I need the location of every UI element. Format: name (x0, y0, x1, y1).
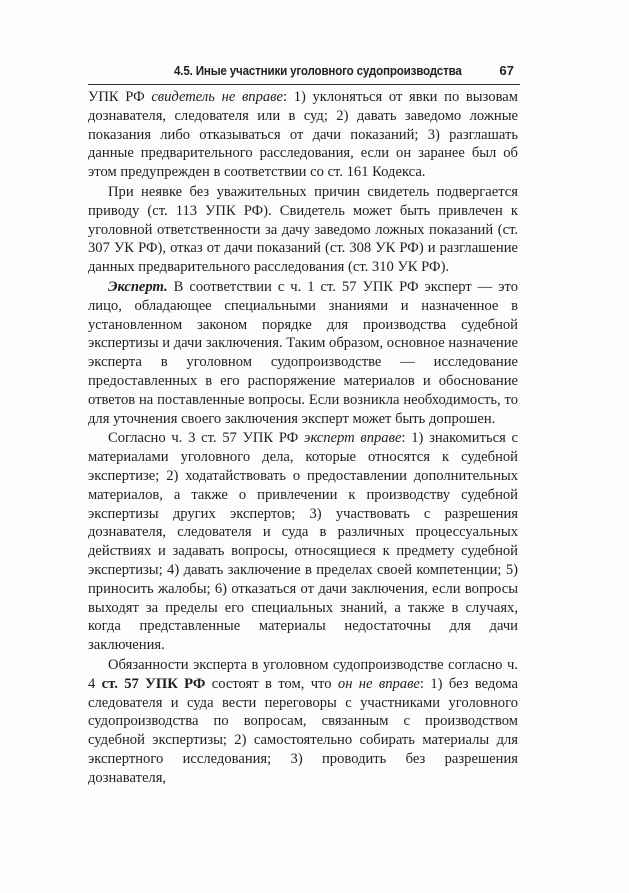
text-run: Согласно ч. 3 ст. 57 УПК РФ (108, 430, 305, 447)
paragraph (88, 278, 518, 428)
text-run: В соответствии с ч. 1 ст. 57 УПК РФ эксперт — это лицо, обладающее специальными знаниями и назначенное в установленном законом порядке для производства судебной экспертизы и дачи заключения. Таким образом, основное назначение эксперта в уголовном судопроизводстве — исследование предоставленных в его распоряжение материалов и обоснование ответов на поставленные вопросы. Если возникла необходимость, то для уточнения своего заключения эксперт может быть допрошен. (88, 278, 519, 427)
emphasized-text: ст. 57 УПК РФ (101, 675, 206, 692)
page-number: 67 (499, 63, 514, 78)
paragraph (88, 656, 518, 788)
text-run: состоят в том, что (205, 675, 338, 692)
section-title: 4.5. Иные участники уголовного судопроизводства (174, 63, 462, 78)
text-run: : 1) без ведома следователя и суда вести переговоры с участниками уголовного судопроизводства по вопросам, связанным с производством судебной экспертизы; 2) самостоятельно собирать материалы для экспертного исследования; 3) проводить без разрешения дознавателя, (88, 675, 518, 786)
text-run: УПК РФ (88, 89, 152, 105)
paragraph (88, 88, 518, 182)
text-run: : 1) уклоняться от явки по вызовам дознавателя, следователя или в суд; 2) давать заведомо ложные показания либо отказываться от дачи показаний; 3) разглашать данные предварительного расследования, если он заранее был об этом предупрежден в соответствии со ст. 161 Кодекса. (88, 89, 518, 181)
paragraph (88, 183, 518, 277)
emphasized-text: Эксперт. (108, 278, 168, 295)
running-header (88, 62, 520, 85)
text-run: : 1) знакомиться с материалами уголовного дела, которые относятся к судебной экспертизе; 2) ходатайствовать о предоставлении дополнительных материалов, а также о привлечении к производству судебной экспертизы других экспертов; 3) участвовать с разрешения дознавателя, следователя и суда в различных процессуальных действиях и задавать вопросы, относящиеся к предмету судебной экспертизы; 4) давать заключение в пределах своей компетенции; 5) приносить жалобы; 6) отказаться от дачи заключения, если вопросы выходят за пределы его специальных знаний, а также в случаях, когда представленные материалы недостаточны для дачи заключения. (88, 430, 518, 654)
emphasized-text: эксперт вправе (304, 430, 402, 447)
emphasized-text: он не вправе (337, 675, 420, 692)
body-text (88, 88, 518, 787)
text-run: Обязанности эксперта в уголовном судопроизводстве согласно ч. 4 (88, 656, 518, 692)
text-run: При неявке без уважительных причин свидетель подвергается приводу (ст. 113 УПК РФ). Свидетель может быть привлечен к уголовной ответственности за дачу заведомо ложных показаний (ст. 307 УК РФ), отказ от дачи показаний (ст. 308 УК РФ) и разглашение данных предварительного расследования (ст. 310 УК РФ). (88, 183, 518, 276)
paragraph (88, 429, 518, 655)
emphasized-text: свидетель не вправе (151, 89, 283, 105)
